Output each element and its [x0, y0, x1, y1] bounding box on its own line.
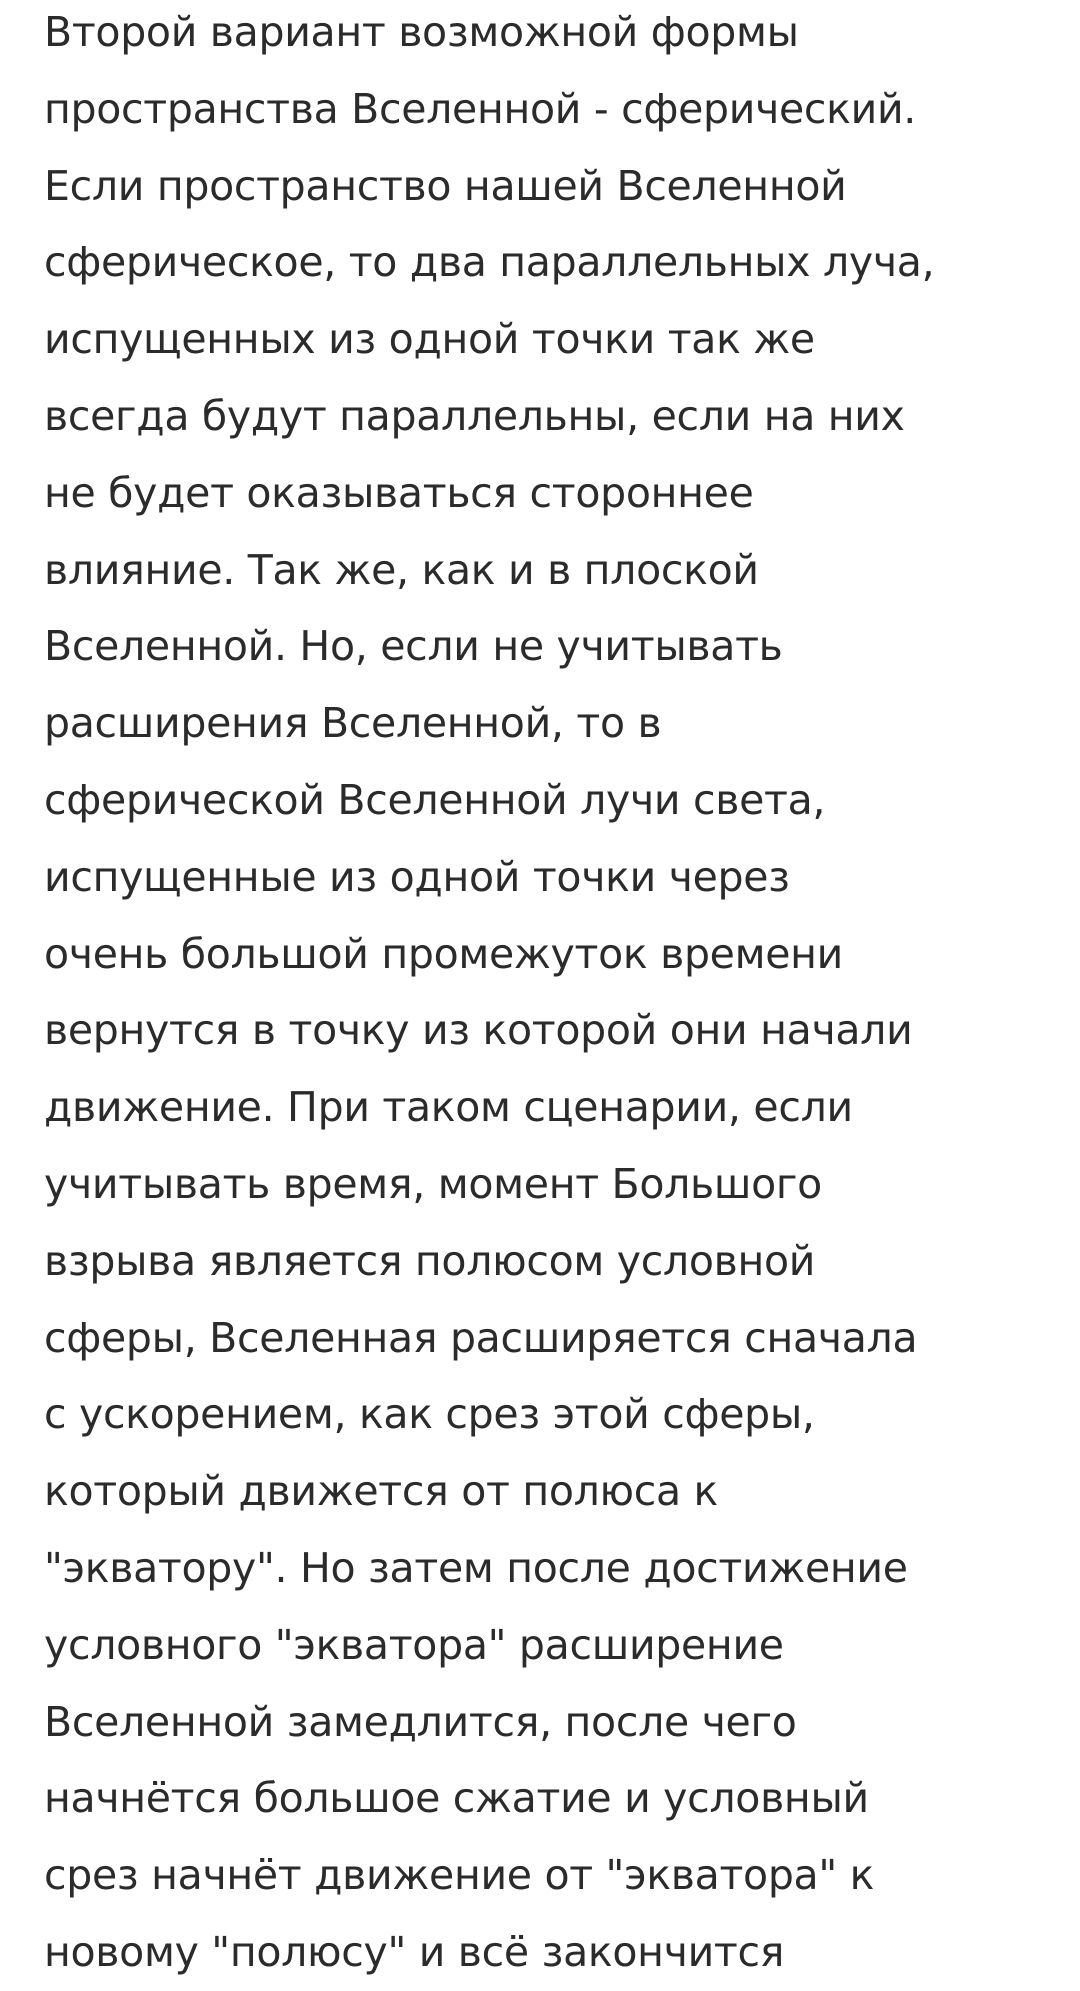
text-line: Второй вариант возможной формы	[44, 8, 799, 56]
text-line: влияние. Так же, как и в плоской	[44, 545, 759, 594]
text-line: сферическое, то два параллельных луча,	[44, 238, 935, 287]
text-line: пространства Вселенной - сферический.	[44, 84, 917, 133]
text-line: срез начнёт движение от "экватора" к	[44, 1851, 875, 1900]
text-line: учитывать время, момент Большого	[44, 1159, 822, 1208]
text-line: "экватору". Но затем после достижение	[44, 1543, 908, 1592]
text-line: сферы, Вселенная расширяется сначала	[44, 1313, 918, 1362]
text-line: испущенных из одной точки так же	[44, 315, 815, 364]
text-line: расширения Вселенной, то в	[44, 699, 662, 748]
text-line: Если пространство нашей Вселенной	[44, 161, 847, 210]
text-line: взрыва является полюсом условной	[44, 1236, 816, 1285]
text-line: испущенные из одной точки через	[44, 852, 790, 901]
text-line: условного "экватора" расширение	[44, 1620, 784, 1669]
text-line: движение. При таком сценарии, если	[44, 1083, 853, 1132]
article-paragraph	[44, 0, 1064, 1991]
text-line: с ускорением, как срез этой сферы,	[44, 1390, 815, 1439]
text-line: который движется от полюса к	[44, 1467, 719, 1516]
text-line: не будет оказываться стороннее	[44, 468, 754, 517]
text-line: Вселенной замедлится, после чего	[44, 1697, 797, 1746]
text-line: сферической Вселенной лучи света,	[44, 775, 826, 824]
text-line: новому "полюсу" и всё закончится	[44, 1927, 785, 1976]
text-line: начнётся большое сжатие и условный	[44, 1774, 869, 1823]
text-line: всегда будут параллельны, если на них	[44, 391, 905, 440]
text-line: очень большой промежуток времени	[44, 929, 844, 978]
article-body	[44, 0, 1064, 1976]
text-line: вернутся в точку из которой они начали	[44, 1006, 913, 1055]
text-line: Вселенной. Но, если не учитывать	[44, 622, 783, 671]
